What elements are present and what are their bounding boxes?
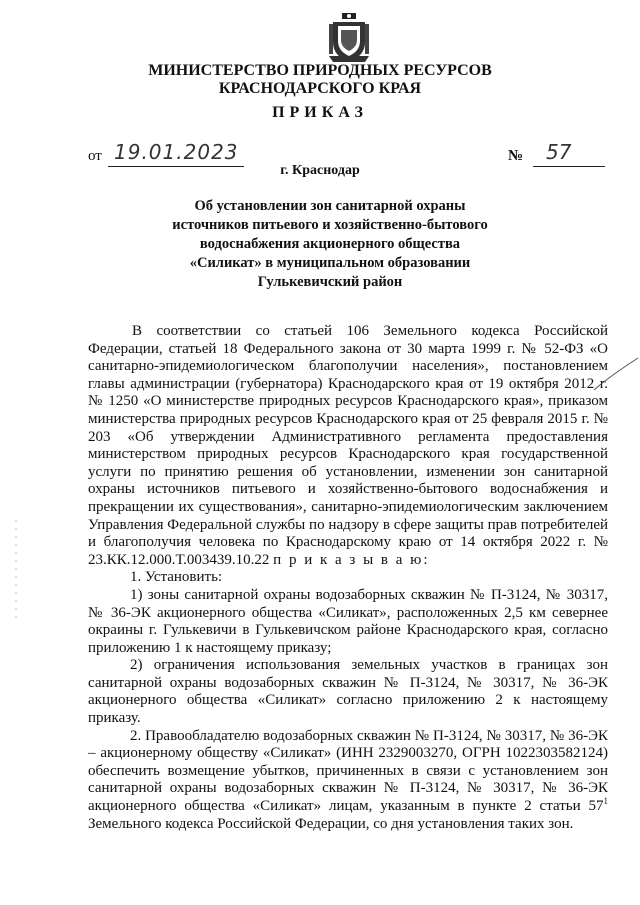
item-2-text: 2. Правообладателю водозаборных скважин № П-3124, № 30317, № 36-ЭК – акционерному обществу «Силикат» (ИНН 2329003270, ОГРН 1022303582124) обеспечить возмещение убытков, причиненных в связи с установлением зон санитарной охраны водозаборных скважин № П-3124, № 30317, № 36-ЭК акционерного общества «Силикат» лицам, указанным в пункте 2 статьи 57 [88, 727, 608, 815]
title-line-2: источников питьевого и хозяйственно-бытового [172, 217, 488, 233]
binding-mark [10, 520, 22, 620]
number-prefix: № [508, 148, 524, 164]
ministry-line-2: КРАСНОДАРСКОГО КРАЯ [218, 80, 422, 97]
ministry-line-1: МИНИСТЕРСТВО ПРИРОДНЫХ РЕСУРСОВ [148, 62, 492, 79]
handwritten-date: 19.01.2023 [114, 140, 239, 164]
document-title [140, 197, 520, 292]
item-2-superscript: 1 [603, 796, 608, 807]
title-line-1: Об установлении зон санитарной охраны [194, 198, 466, 214]
document-body [88, 323, 608, 833]
city: г. Краснодар [280, 163, 360, 178]
item-2-tail: Земельного кодекса Российской Федерации, со дня установления таких зон. [88, 815, 574, 832]
handwritten-number: 57 [546, 140, 572, 164]
margin-pen-mark [592, 352, 640, 392]
date-prefix: от [88, 148, 102, 164]
item-1: 1. Установить: [130, 569, 223, 586]
title-line-5: Гулькевичский район [257, 274, 403, 290]
item-1-subitem-1: 1) зоны санитарной охраны водозаборных скважин № П-3124, № 30317, № 36-ЭК акционерного общества «Силикат», расположенных 2,5 км севернее окраины г. Гулькевичи в Гулькевичском районе Краснодарского края, согласно приложению 1 к настоящему приказу; [88, 586, 608, 656]
preamble-paragraph [88, 323, 608, 569]
title-line-4: «Силикат» в муниципальном образовании [189, 255, 471, 271]
document-type: ПРИКАЗ [272, 104, 368, 121]
prikazyvayu-word: п р и к а з ы в а ю: [273, 551, 430, 568]
ministry-name [90, 62, 550, 98]
preamble-text: В соответствии со статьей 106 Земельного кодекса Российской Федерации, статьей 18 Федерального закона от 30 марта 1999 г. № 52-ФЗ «О санитарно-эпидемиологическом благополучии населения», постановлением главы администрации (губернатора) Краснодарского края от 19 октября 2012 г. № 1250 «О министерстве природных ресурсов Краснодарского края», приказом министерства природных ресурсов Краснодарского края от 25 февраля 2015 г. № 203 «Об утверждении Административного регламента предоставления министерством природных ресурсов Краснодарского края государственной услуги по принятию решения об установлении, изменении зон санитарной охраны источников питьевого и хозяйственно-бытового водоснабжения и прекращении их существования», санитарно-эпидемиологическим заключением Управления Федеральной службы по надзору в сфере защиты прав потребителей и благополучия человека по Краснодарскому краю от 14 октября 2022 г. № 23.КК.12.000.Т.003439.10.22 [88, 323, 608, 568]
item-1-subitem-2: 2) ограничения использования земельных участков в границах зон санитарной охраны водозаборных скважин № П-3124, № 30317, № 36-ЭК акционерного общества «Силикат» согласно приложению 2 к настоящему приказу. [88, 657, 608, 727]
title-line-3: водоснабжения акционерного общества [199, 236, 461, 252]
item-2 [88, 728, 608, 834]
coat-of-arms-emblem [327, 12, 371, 64]
